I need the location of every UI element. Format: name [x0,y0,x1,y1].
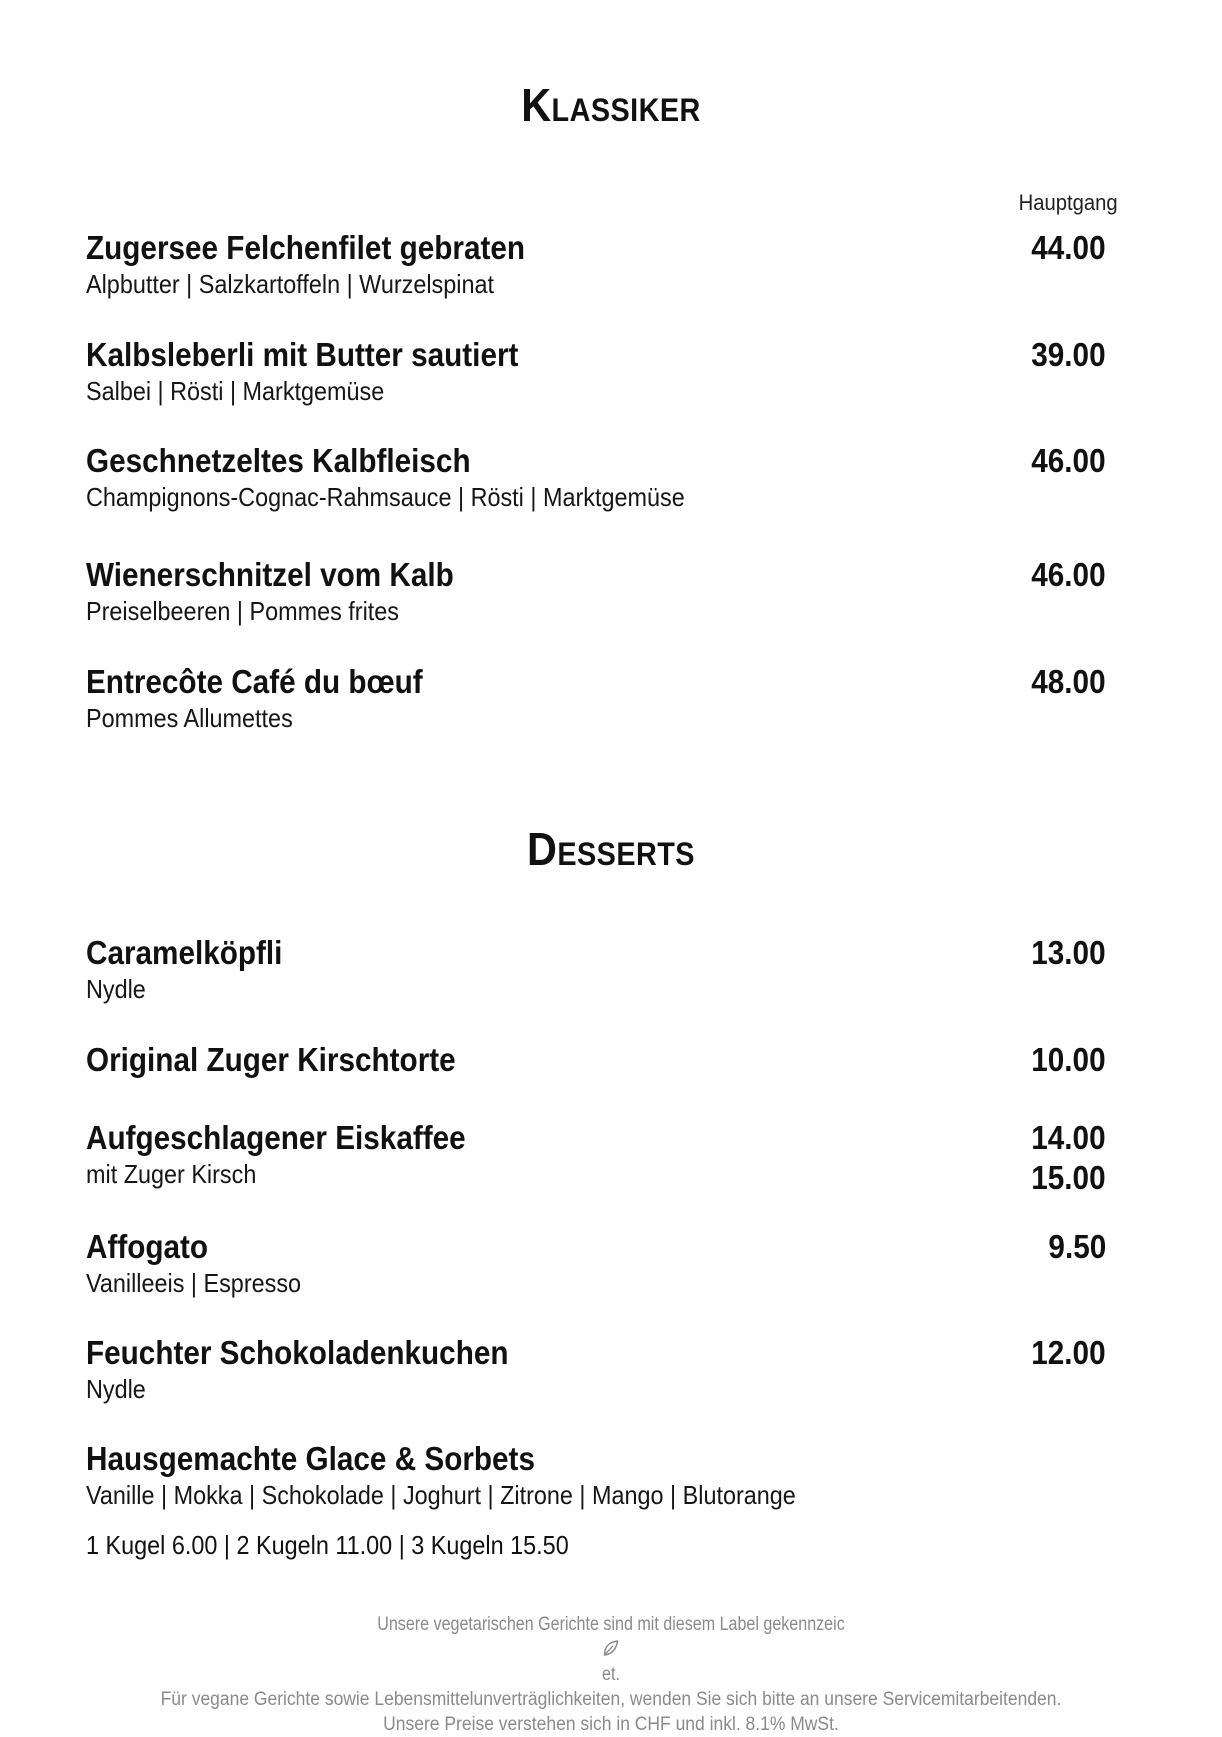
item-price: 10.00 [1031,1041,1106,1078]
menu-item [86,1440,1106,1562]
item-description: Vanille | Mokka | Schokolade | Joghurt | Zitrone | Mango | Blutorange [86,1480,796,1510]
item-name: Original Zuger Kirschtorte [86,1041,456,1078]
menu-item [86,934,1106,1006]
footer-price-note: Unsere Preise verstehen sich in CHF und inkl. 8.1% MwSt. [383,1714,839,1735]
item-description: Preiselbeeren | Pommes frites [86,596,400,626]
item-name: Wienerschnitzel vom Kalb [86,556,454,593]
item-price: 9.50 [1048,1228,1106,1265]
menu-item [86,663,1106,735]
menu-item [86,336,1106,408]
menu-item [86,1041,1106,1079]
footer-vegetarian-note: Unsere vegetarischen Gerichte sind mit diesem Label gekennzeic et. [377,1614,845,1685]
item-name: Hausgemachte Glace & Sorbets [86,1440,535,1477]
section-title-desserts: Desserts [527,823,695,875]
item-description: Vanilleeis | Espresso [86,1268,302,1298]
section-title-klassiker: Klassiker [521,79,701,131]
item-price: 46.00 [1031,556,1106,593]
column-header-hauptgang: Hauptgang [1018,190,1118,215]
item-description: mit Zuger Kirsch [86,1159,257,1189]
item-price: 13.00 [1031,934,1106,971]
menu-item [86,1334,1106,1406]
item-price: 44.00 [1031,229,1106,266]
item-price: 39.00 [1031,336,1106,373]
footer-vegan-note: Für vegane Gerichte sowie Lebensmittelunverträglichkeiten, wenden Sie sich bitte an unsere Servicemitarbeitenden. [160,1689,1062,1710]
menu-item [86,442,1106,514]
item-name: Affogato [86,1228,209,1265]
item-name: Zugersee Felchenfilet gebraten [86,229,526,266]
vegetarian-leaf-icon [602,1639,620,1657]
item-price: 48.00 [1031,663,1106,700]
item-description: Pommes Allumettes [86,703,293,733]
item-description: Champignons-Cognac-Rahmsauce | Rösti | Marktgemüse [86,482,685,512]
item-scoop-prices: 1 Kugel 6.00 | 2 Kugeln 11.00 | 3 Kugeln 15.50 [86,1530,569,1560]
item-name: Aufgeschlagener Eiskaffee [86,1119,466,1156]
item-name: Caramelköpfli [86,934,283,971]
menu-item [86,1119,1106,1196]
item-description: Nydle [86,1374,146,1404]
menu-item [86,1228,1106,1300]
footer-notes [0,1612,1222,1737]
menu-item [86,556,1106,628]
item-name: Entrecôte Café du bœuf [86,663,423,700]
item-price-secondary: 15.00 [1031,1159,1106,1196]
item-price: 12.00 [1031,1334,1106,1371]
item-name: Kalbsleberli mit Butter sautiert [86,336,519,373]
item-name: Feuchter Schokoladenkuchen [86,1334,509,1371]
item-description: Alpbutter | Salzkartoffeln | Wurzelspinat [86,269,494,299]
item-description: Nydle [86,974,146,1004]
item-price: 46.00 [1031,442,1106,479]
item-description: Salbei | Rösti | Marktgemüse [86,376,385,406]
item-name: Geschnetzeltes Kalbfleisch [86,442,471,479]
item-price: 14.00 [1031,1119,1106,1156]
menu-item [86,229,1106,301]
